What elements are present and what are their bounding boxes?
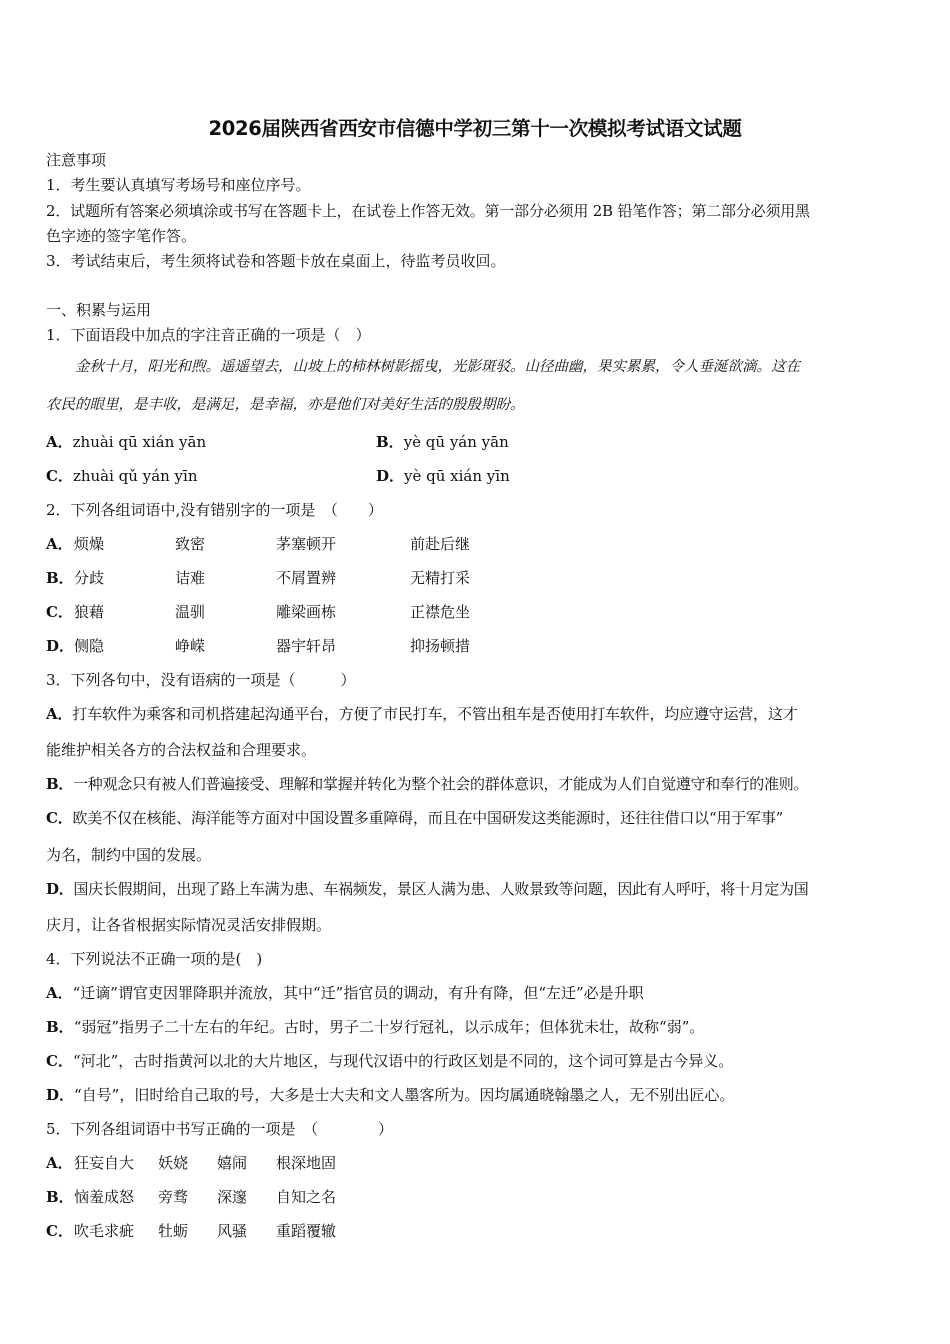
notice-item-3: 3．考试结束后，考生须将试卷和答题卡放在桌面上，待监考员收回。 (46, 252, 506, 270)
q1-option-a (46, 432, 206, 452)
option-word: 无精打采 (410, 569, 471, 587)
option-label: D． (46, 880, 74, 898)
option-word: 牡蛎 (158, 1222, 189, 1240)
q4-option-d (46, 1085, 734, 1105)
option-word: 旁骛 (158, 1188, 189, 1206)
option-label: A． (46, 433, 73, 451)
q2-stem: 2．下列各组词语中,没有错别字的一项是 （ ） (46, 501, 383, 519)
notice-item-2-cont: 色字迹的签字笔作答。 (46, 227, 197, 245)
option-word: 风骚 (217, 1222, 248, 1240)
option-word: 重蹈覆辙 (276, 1222, 337, 1240)
option-label: A． (46, 705, 73, 723)
q4-option-a (46, 983, 644, 1003)
option-word: 正襟危坐 (410, 603, 471, 621)
option-word: 妖娆 (158, 1154, 189, 1172)
q4-stem: 4．下列说法不正确一项的是( ) (46, 950, 263, 968)
option-word: 深邃 (217, 1188, 248, 1206)
option-label: A． (46, 984, 73, 1002)
notice-item-1: 1．考生要认真填写考场号和座位序号。 (46, 176, 311, 194)
option-word: 峥嵘 (175, 637, 206, 655)
option-word: 致密 (175, 535, 206, 553)
option-label: A． (46, 1154, 73, 1172)
option-label: B． (46, 1018, 74, 1036)
option-word: 茅塞顿开 (276, 535, 337, 553)
option-text: zhuài qū xián yān (72, 433, 207, 451)
q3-option-d-cont: 庆月，让各省根据实际情况灵活安排假期。 (46, 916, 332, 934)
q3-option-a (46, 704, 797, 724)
option-text: 国庆长假期间，出现了路上车满为患、车祸频发，景区人满为患、人败景致等问题，因此有人呼吁，将十月定为国 (73, 880, 809, 898)
option-word: 恼羞成怒 (74, 1188, 135, 1206)
option-label: C． (46, 1052, 73, 1070)
option-text: “河北”，古时指黄河以北的大片地区，与现代汉语中的行政区划是不同的，这个词可算是古今异义。 (72, 1052, 734, 1070)
option-label: C． (46, 1222, 73, 1240)
option-label: D． (46, 637, 75, 655)
q5-stem: 5．下列各组词语中书写正确的一项是 （ ） (46, 1120, 394, 1138)
page-title: 2026届陕西省西安市信德中学初三第十一次模拟考试语文试题 (208, 117, 742, 140)
option-word: 前赴后继 (410, 535, 471, 553)
option-word: 器宇轩昂 (276, 637, 337, 655)
option-text: 一种观念只有被人们普遍接受、理解和掌握并转化为整个社会的群体意识，才能成为人们自觉遵守和奉行的准则。 (73, 775, 809, 793)
option-word: 温驯 (175, 603, 206, 621)
option-word: 诘难 (175, 569, 206, 587)
option-label: C． (46, 603, 73, 621)
q3-option-c-cont: 为名，制约中国的发展。 (46, 846, 212, 864)
option-text: zhuài qǔ yán yīn (72, 467, 198, 485)
option-text: yè qū xián yīn (404, 467, 510, 485)
q4-option-c (46, 1051, 733, 1071)
q3-option-b (46, 774, 808, 794)
notice-heading: 注意事项 (46, 151, 107, 169)
option-text: “迁谪”谓官吏因罪降职并流放，其中“迁”指官员的调动，有升有降，但“左迁”必是升职 (72, 984, 644, 1002)
section-heading: 一、积累与运用 (46, 301, 152, 319)
option-word: 吹毛求疵 (74, 1222, 135, 1240)
notice-item-2: 2．试题所有答案必须填涂或书写在答题卡上，在试卷上作答无效。第一部分必须用 2B 铅笔作答；第二部分必须用黑 (46, 202, 810, 220)
option-label: C． (46, 809, 73, 827)
option-word: 不屑置辨 (276, 569, 337, 587)
option-word: 侧隐 (74, 637, 105, 655)
q4-option-b (46, 1017, 704, 1037)
option-word: 嬉闹 (217, 1154, 248, 1172)
option-word: 狼藉 (74, 603, 105, 621)
option-label: A． (46, 535, 73, 553)
option-label: D． (376, 467, 405, 485)
option-word: 自知之名 (276, 1188, 337, 1206)
option-label: B． (376, 433, 404, 451)
option-label: D． (46, 1086, 75, 1104)
q1-option-c (46, 466, 198, 486)
option-text: “自号”，旧时给自己取的号，大多是士大夫和文人墨客所为。因均属通晓翰墨之人，无不别出匠心。 (74, 1086, 735, 1104)
option-label: B． (46, 569, 74, 587)
option-label: C． (46, 467, 73, 485)
option-text: 打车软件为乘客和司机搭建起沟通平台，方便了市民打车，不管出租车是否使用打车软件，均应遵守运营，这才 (72, 705, 798, 723)
q1-passage-line-1: 金秋十月，阳光和煦。遥遥望去，山坡上的柿林树影摇曳，光影斑驳。山径曲幽，果实累累，令人垂涎欲滴。这在 (46, 359, 800, 375)
option-word: 分歧 (74, 569, 105, 587)
q3-option-d (46, 879, 808, 899)
q3-option-a-cont: 能维护相关各方的合法权益和合理要求。 (46, 741, 317, 759)
option-text: 欧美不仅在核能、海洋能等方面对中国设置多重障碍，而且在中国研发这类能源时，还往往借口以“用于军事” (72, 809, 784, 827)
option-word: 根深地固 (276, 1154, 337, 1172)
option-word: 雕梁画栋 (276, 603, 337, 621)
option-text: yè qū yán yān (403, 433, 509, 451)
option-word: 烦燥 (74, 535, 105, 553)
option-label: B． (46, 775, 74, 793)
option-label: B． (46, 1188, 74, 1206)
q1-option-d (376, 466, 510, 486)
q3-stem: 3．下列各句中，没有语病的一项是（ ） (46, 671, 356, 689)
option-word: 狂妄自大 (74, 1154, 135, 1172)
option-text: “弱冠”指男子二十左右的年纪。古时，男子二十岁行冠礼，以示成年；但体犹未壮，故称“弱”。 (73, 1018, 705, 1036)
option-word: 抑扬顿措 (410, 637, 471, 655)
q1-option-b (376, 432, 509, 452)
q3-option-c (46, 808, 783, 828)
q1-passage-line-2: 农民的眼里，是丰收，是满足，是幸福，亦是他们对美好生活的殷殷期盼。 (46, 397, 525, 413)
q1-stem: 1．下面语段中加点的字注音正确的一项是（ ） (46, 326, 371, 344)
